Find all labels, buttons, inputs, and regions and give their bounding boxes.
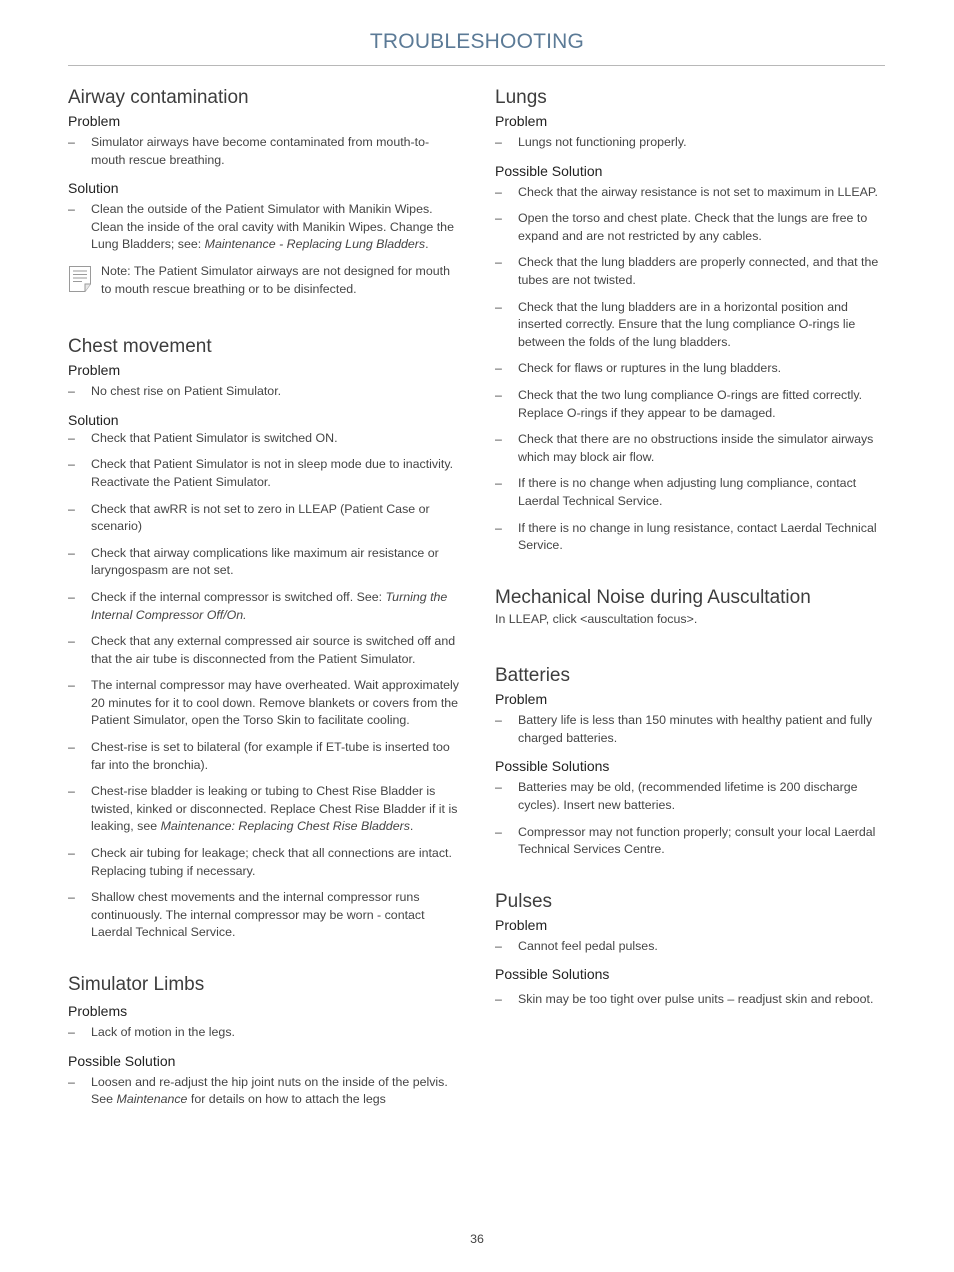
- section-lungs: [495, 85, 887, 555]
- solution-heading: Possible Solutions: [495, 758, 610, 775]
- list-item: – Check that the two lung compliance O-rings are fitted correctly. Replace O-rings if they appear to be damaged.: [495, 387, 863, 420]
- list-item: – The internal compressor may have overheated. Wait approximately 20 minutes for it to cool down. Remove blankets or covers from the Patient Simulator, open the Torso Skin to facilitate cooling.: [68, 678, 459, 728]
- list-item: – Lungs not functioning properly.: [495, 135, 687, 149]
- list-item: – Chest-rise is set to bilateral (for example if ET-tube is inserted too far into the bronchia).: [68, 740, 450, 772]
- list-item: – Check that the lung bladders are properly connected, and that the tubes are not twisted.: [495, 255, 879, 287]
- section-text: In LLEAP, click <auscultation focus>.: [495, 611, 698, 626]
- list-item: – Check that Patient Simulator is not in sleep mode due to inactivity. Reactivate the Patient Simulator.: [68, 457, 454, 489]
- problem-heading: Problem: [495, 691, 548, 708]
- section-title: Pulses: [495, 890, 553, 912]
- solution-heading: Possible Solutions: [495, 966, 610, 983]
- problem-heading: Problem: [495, 916, 548, 933]
- section-simulator-limbs: [68, 972, 460, 1109]
- list-item: – Check that any external compressed air source is switched off and that the air tube is disconnected from the Patient Simulator.: [68, 634, 456, 666]
- problem-heading: Problem: [495, 113, 548, 129]
- list-item: – Check for flaws or ruptures in the lung bladders.: [495, 361, 782, 376]
- list-item: – Check air tubing for leakage; check that all connections are intact. Replacing tubing if necessary.: [68, 846, 452, 878]
- list-item: – Simulator airways have become contaminated from mouth-to-mouth rescue breathing.: [68, 135, 430, 167]
- problem-heading: Problem: [68, 362, 121, 379]
- list-item: – Chest-rise bladder is leaking or tubing to Chest Rise Bladder is twisted, kinked or disconnected. Replace Chest Rise Bladder if it is leaking, see Maintenance: Replacing Chest Rise Bladders.: [68, 784, 458, 834]
- section-batteries: [495, 663, 887, 859]
- list-item: – Check that airway complications like maximum air resistance or laryngospasm are not set.: [68, 545, 439, 578]
- list-item: – Check that awRR is not set to zero in LLEAP (Patient Case or scenario): [68, 501, 430, 534]
- list-item: – Check that the airway resistance is not set to maximum in LLEAP.: [495, 184, 878, 199]
- list-item: – Loosen and re-adjust the hip joint nuts on the inside of the pelvis. See Maintenance for details on how to attach the legs: [68, 1074, 448, 1107]
- note: [68, 263, 460, 298]
- list-item: – Check that the lung bladders are in a horizontal position and inserted correctly. Ensure that the lung compliance O-rings lie between the folds of the lung bladders.: [495, 299, 856, 349]
- solution-heading: Solution: [68, 411, 119, 428]
- solution-heading: Possible Solution: [68, 1052, 176, 1069]
- section-title: Batteries: [495, 665, 570, 687]
- solution-heading: Possible Solution: [495, 162, 603, 179]
- section-title: Chest movement: [68, 336, 212, 358]
- list-item: – Lack of motion in the legs.: [68, 1025, 235, 1039]
- solution-heading: Solution: [68, 180, 119, 197]
- list-item: – No chest rise on Patient Simulator.: [68, 384, 282, 399]
- problem-heading: Problems: [68, 1003, 128, 1019]
- section-title: Airway contamination: [68, 87, 249, 108]
- note-text: The Patient Simulator airways are not designed for mouth to mouth rescue breathing or to be disinfected.: [101, 263, 450, 296]
- list-item: – If there is no change when adjusting lung compliance, contact Laerdal Technical Service.: [495, 476, 857, 508]
- list-item: – Open the torso and chest plate. Check that the lungs are free to expand and are not restricted by any cables.: [495, 211, 868, 243]
- header-rule: [68, 65, 885, 66]
- list-item: – If there is no change in lung resistance, contact Laerdal Technical Service.: [495, 520, 877, 553]
- section-title: Simulator Limbs: [68, 974, 205, 995]
- list-item: – Check that Patient Simulator is switched ON.: [68, 430, 338, 445]
- list-item: – Battery life is less than 150 minutes with healthy patient and fully charged batteries.: [495, 713, 873, 745]
- page-title: TROUBLESHOOTING: [369, 30, 585, 53]
- section-chest-movement: [68, 334, 460, 942]
- list-item: – Compressor may not function properly; consult your local Laerdal Technical Services Centre.: [495, 824, 876, 857]
- list-item: – Skin may be too tight over pulse units – readjust skin and reboot.: [495, 992, 874, 1007]
- section-title: Mechanical Noise during Auscultation: [495, 586, 811, 608]
- list-item: – Batteries may be old, (recommended lifetime is 200 discharge cycles). Insert new batteries.: [495, 780, 858, 813]
- right-column: [495, 85, 887, 1018]
- problem-heading: Problem: [68, 113, 121, 129]
- section-mechanical-noise: [495, 585, 887, 629]
- section-pulses: [495, 889, 887, 1009]
- list-item: – Cannot feel pedal pulses.: [495, 938, 658, 953]
- list-item: – Check that there are no obstructions inside the simulator airways which may block air flow.: [495, 432, 874, 464]
- left-column: [68, 85, 460, 1118]
- list-item: – Clean the outside of the Patient Simulator with Manikin Wipes. Clean the inside of the oral cavity with Manikin Wipes. Change the Lung Bladders; see: Maintenance - Replacing Lung Bladders.: [68, 202, 454, 252]
- section-title: Lungs: [495, 87, 547, 108]
- list-item: – Shallow chest movements and the internal compressor runs continuously. The internal compressor may be worn - contact Laerdal Technical Service.: [68, 890, 425, 940]
- section-airway-contamination: [68, 85, 460, 298]
- note-label: Note:: [101, 263, 131, 278]
- note-icon: [68, 265, 92, 293]
- list-item: – Check if the internal compressor is switched off. See: Turning the Internal Compressor Off/On.: [68, 589, 448, 622]
- page-number: 36: [470, 1232, 484, 1246]
